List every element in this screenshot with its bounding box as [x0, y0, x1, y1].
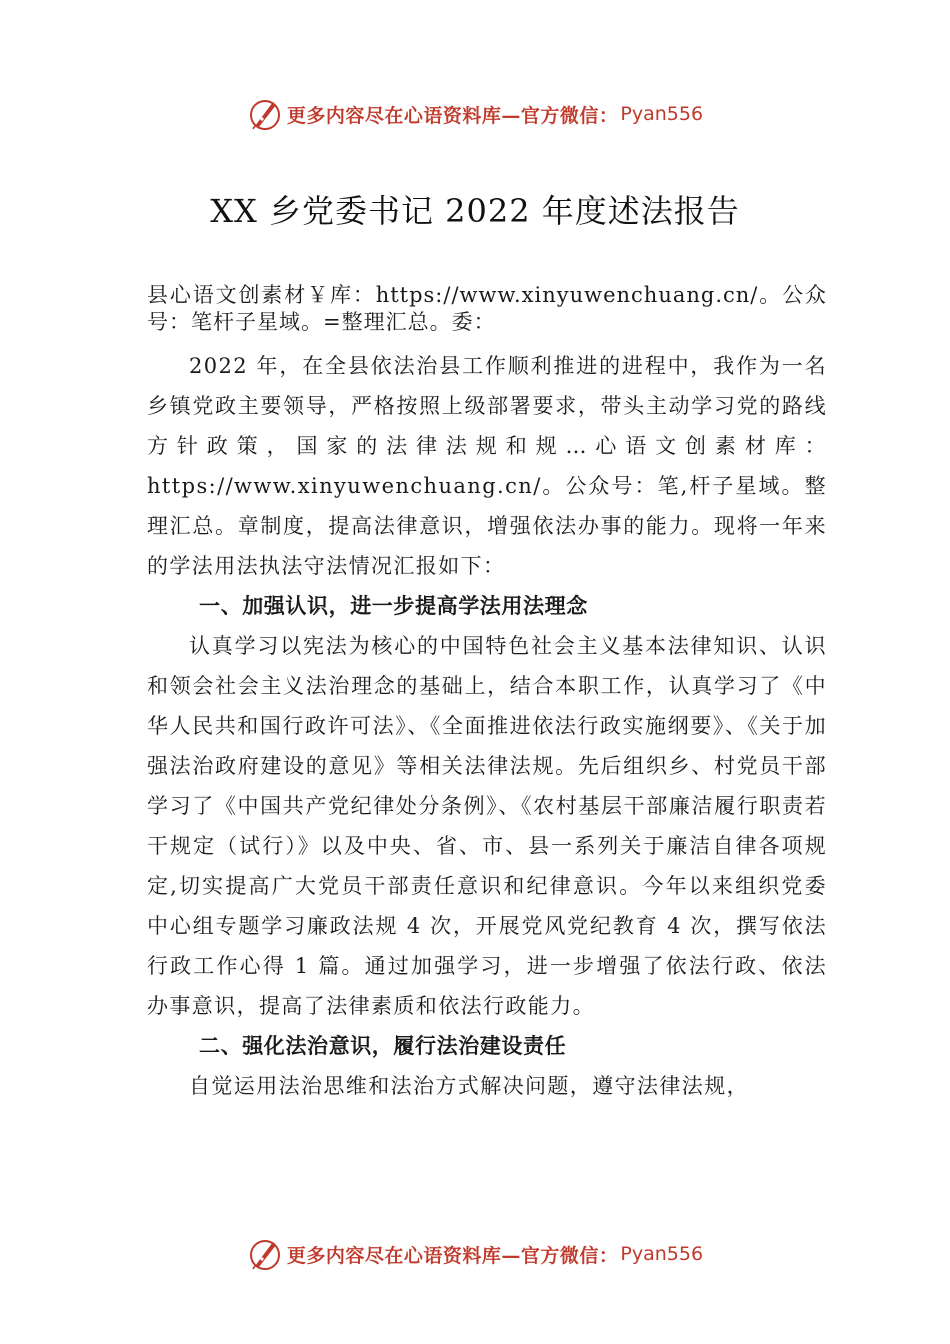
document-body [147, 282, 827, 1106]
body-paragraph: 2022 年，在全县依法治县工作顺利推进的进程中，我作为一名乡镇党政主要领导，严格按照上级部署要求，带头主动学习党的路线方针政策，国家的法律法规和规…心语文创素材库：https://www.xinyuwenchuang.cn/。公众号：笔,杆子星域。整理汇总。章制度，提高法律意识，增强依法办事的能力。现将一年来的学法用法执法守法情况汇报如下： [147, 354, 827, 578]
watermark-contact: Pyan556 [620, 103, 704, 125]
footer-watermark-banner [0, 1232, 950, 1276]
intro-paragraph: 县心语文创素材￥库：https://www.xinyuwenchuang.cn/。公众号：笔杆子星域。=整理汇总。委： [147, 283, 827, 334]
body-paragraph: 自觉运用法治思维和法治方式解决问题，遵守法律法规， [189, 1074, 749, 1098]
watermark-text: 更多内容尽在心语资料库—官方微信： [286, 104, 619, 127]
quill-pen-logo-icon [247, 96, 283, 132]
section-heading: 一、加强认识，进一步提高学法用法理念 [199, 594, 588, 618]
watermark-text: 更多内容尽在心语资料库—官方微信： [286, 1244, 619, 1267]
watermark-contact: Pyan556 [620, 1243, 704, 1265]
quill-pen-logo-icon [247, 1236, 283, 1272]
section-heading: 二、强化法治意识，履行法治建设责任 [199, 1034, 567, 1058]
document-title: XX 乡党委书记 2022 年度述法报告 [210, 192, 740, 230]
header-watermark-banner [0, 92, 950, 136]
body-paragraph: 认真学习以宪法为核心的中国特色社会主义基本法律知识、认识和领会社会主义法治理念的基础上，结合本职工作，认真学习了《中华人民共和国行政许可法》、《全面推进依法行政实施纲要》、《关于加强法治政府建设的意见》等相关法律法规。先后组织乡、村党员干部学习了《中国共产党纪律处分条例》、《农村基层干部廉洁履行职责若干规定（试行）》以及中央、省、市、县一系列关于廉洁自律各项规定,切实提高广大党员干部责任意识和纪律意识。今年以来组织党委中心组专题学习廉政法规 4 次，开展党风党纪教育 4 次，撰写依法行政工作心得 1 篇。通过加强学习，进一步增强了依法行政、依法办事意识，提高了法律素质和依法行政能力。 [147, 634, 827, 1018]
